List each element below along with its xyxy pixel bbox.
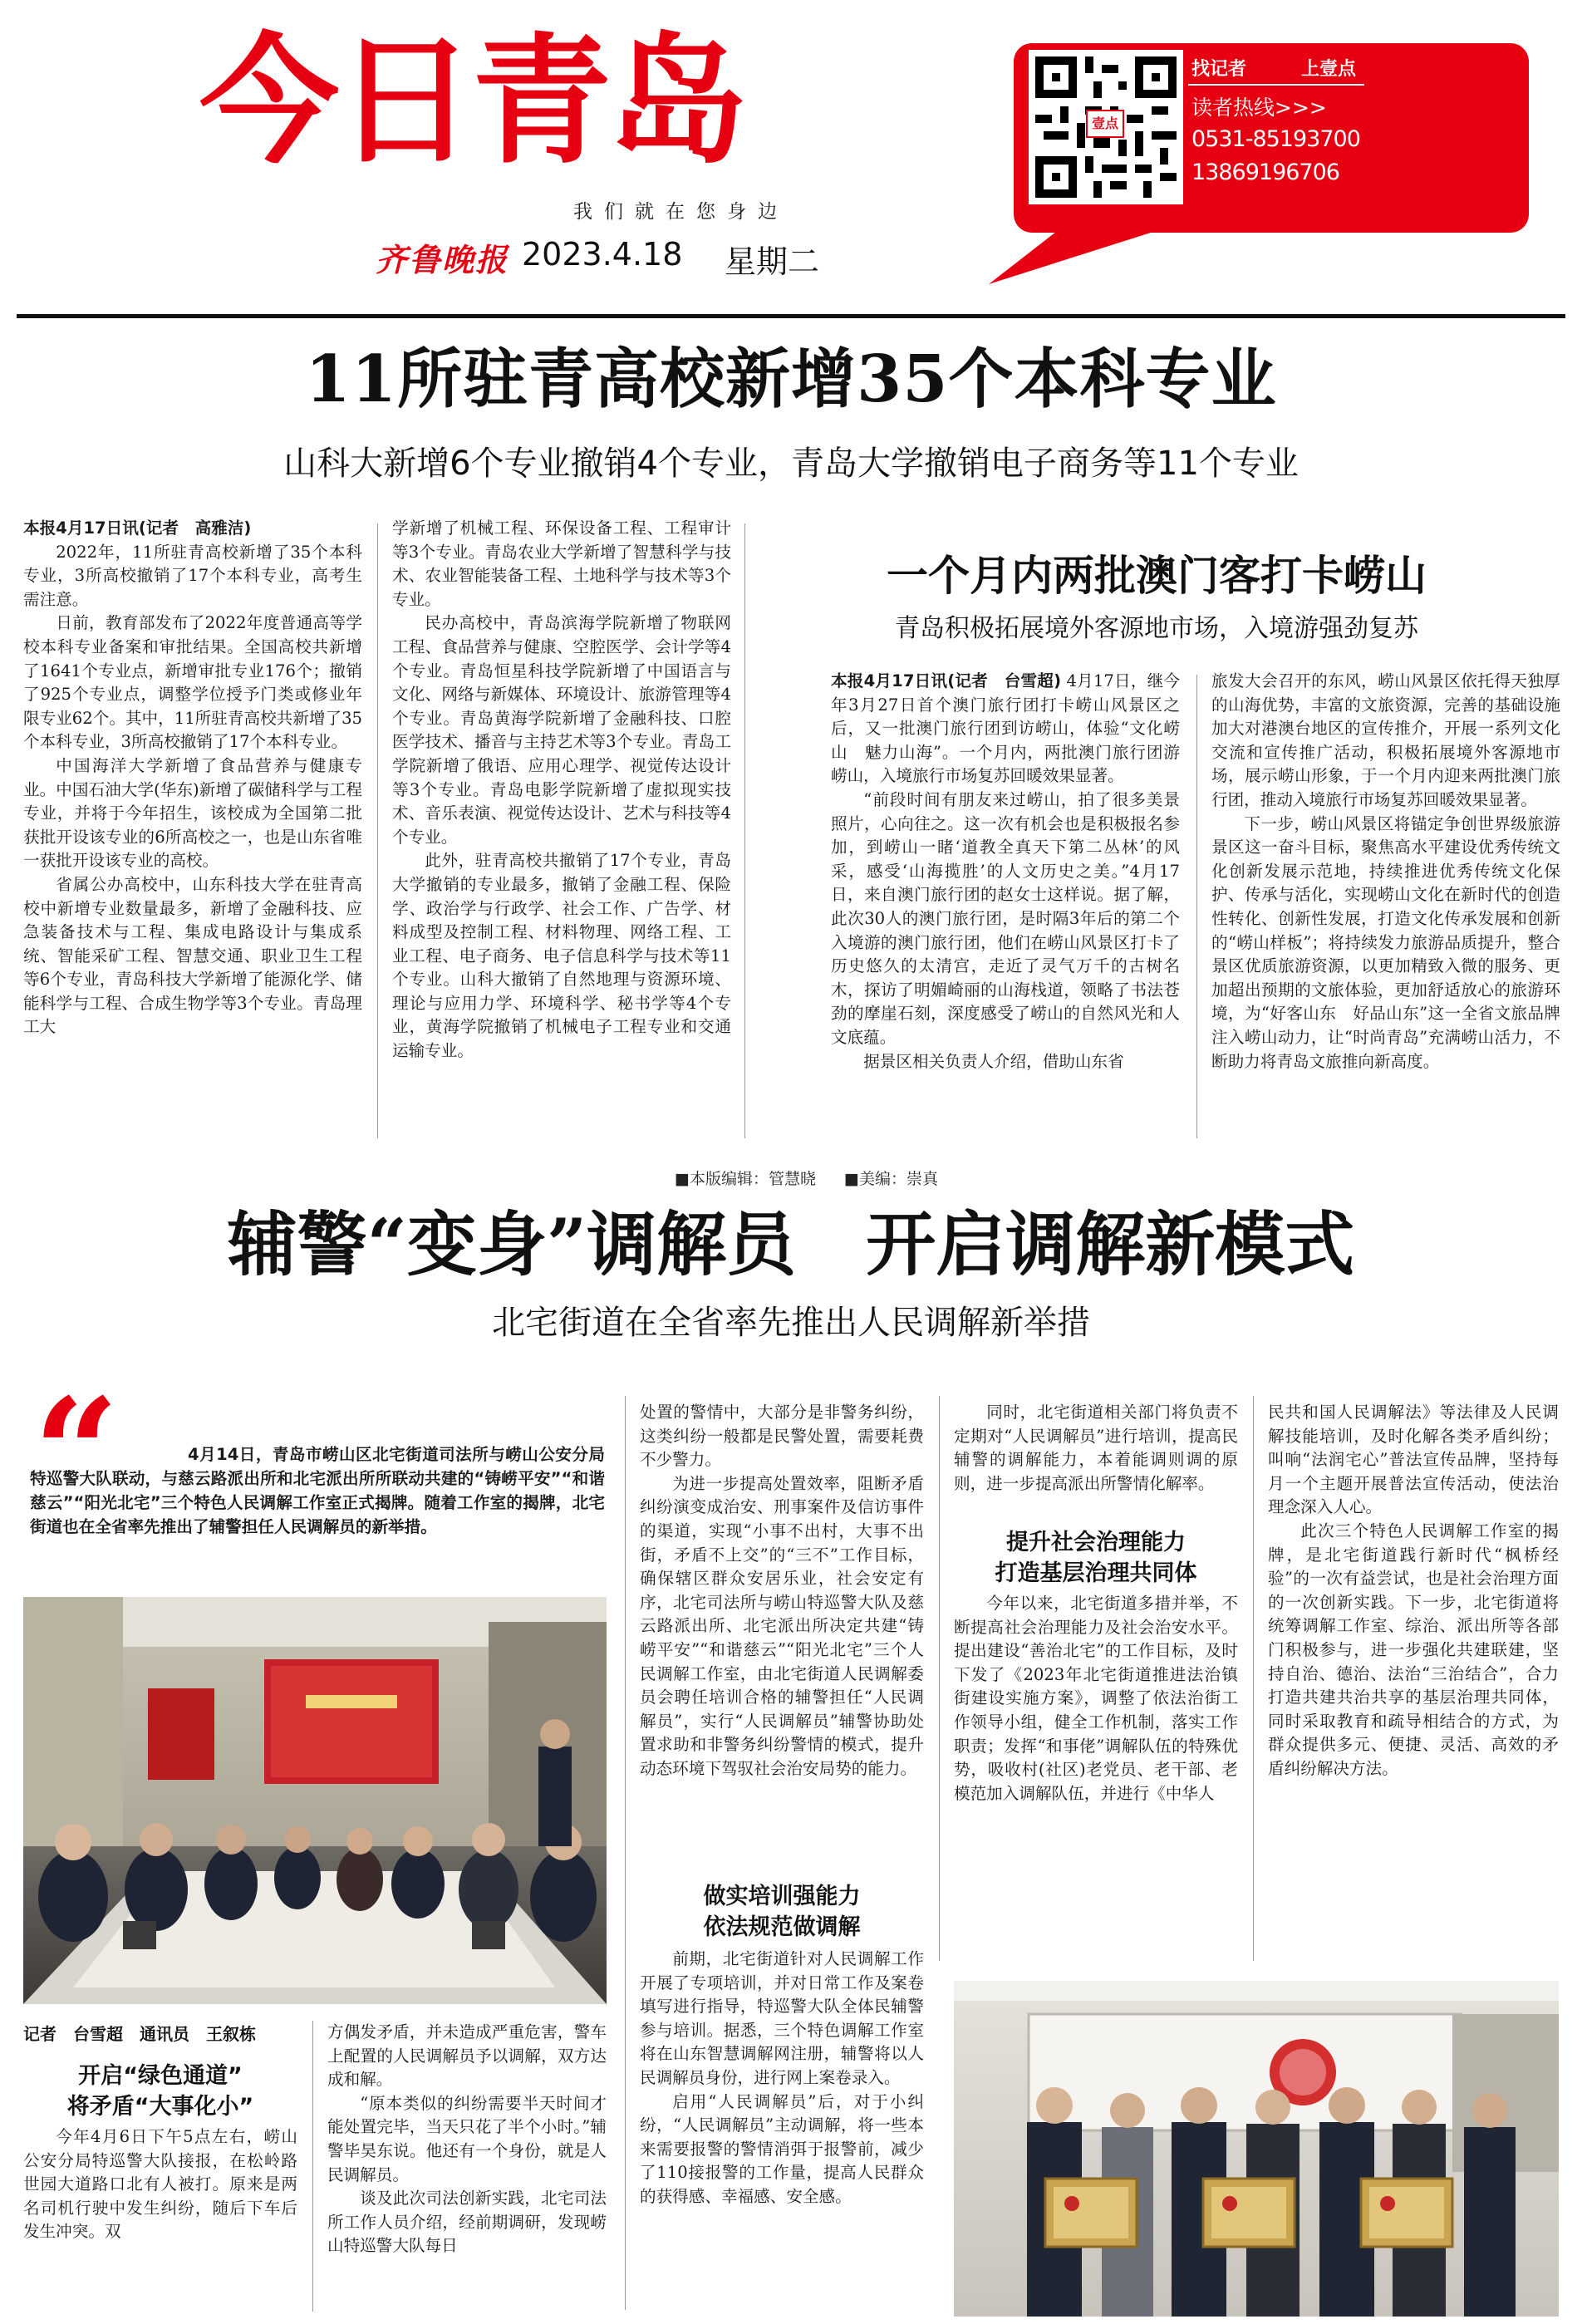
story1-dateline: 本报4月17日讯(记者 高雅洁) (23, 518, 252, 538)
column-divider (1253, 1396, 1254, 1961)
story2-para: 下一步，崂山风景区将锚定争创世界级旅游景区这一奋斗目标，聚焦高水平建设优秀传统文化创新发展示范地，持续推进优秀传统文化保护、传承与活化，实现崂山文化在新时代的创造性转化、创新性发展，打造文化传承发展和创新的“崂山样板”；将持续发力旅游品质提升，整合景区优质旅游资源，以更加精致入微的服务、更加超出预期的文旅体验，更加舒适放心的旅游环境，为“好客山东 好品山东”这一全省文旅品牌注入崂山动力，让“时尚青岛”充满崂山活力，不断助力将青岛文旅推向新高度。 (1211, 813, 1560, 1071)
story3-para: “原本类似的纠纷需要半天时间才能处置完毕，当天只花了半个小时。”辅警毕昊东说。他还有一个身份，就是人民调解员。 (327, 2093, 607, 2184)
story3-para: 方偶发矛盾，并未造成严重危害，警车上配置的人民调解员予以调解，双方达成和解。 (327, 2022, 607, 2090)
story3-column-1 (23, 2125, 297, 2317)
story3-para: 今年以来，北宅街道多措并举，不断提高社会治理能力及社会治安水平。提出建设“善治北宅”的工作目标，及时下发了《2023年北宅街道推进法治镇街建设实施方案》，调整了依法治街工作领导小组，健全工作机制，落实工作职责；发挥“和事佬”调解队伍的特殊优势，吸收村(社区)老党员、老干部、老模范加入调解队伍，并进行《中华人 (954, 1594, 1238, 1803)
story1-headline: 11所驻青高校新增35个本科专业 (305, 341, 1277, 417)
story3-column-4a (954, 1401, 1238, 1521)
column-divider (377, 523, 378, 1138)
story3-headline: 辅警“变身”调解员 开启调解新模式 (227, 1203, 1355, 1285)
story2-headline: 一个月内两批澳门客打卡崂山 (887, 551, 1427, 600)
story3-intro-text: 4月14日，青岛市崂山区北宅街道司法所与崂山公安分局特巡警大队联动，与慈云路派出所和北宅派出所所联动共建的“铸崂平安”“和谐慈云”“阳光北宅”三个特色人民调解工作室正式揭牌。随着工作室的揭牌，北宅街道也在全省率先推出了辅警担任人民调解员的新举措。 (30, 1445, 605, 1536)
story2-column-2 (1211, 670, 1560, 1142)
story3-para: 前期，北宅街道针对人民调解工作开展了专项培训，并对日常工作及案卷填写进行指导，特巡警大队全体民辅警参与培训。据悉，三个特色调解工作室将在山东智慧调解网注册，辅警将以人民调解员身份，进行网上案卷录入。 (640, 1949, 924, 2087)
story1-para: 中国海洋大学新增了食品营养与健康专业。中国石油大学(华东)新增了碳储科学与工程专业，并将于今年招生，该校成为全国第二批获批开设该专业的6所高校之一，也是山东省唯一获批开设该专业的高校。 (23, 755, 362, 871)
section-title-line: 做实培训强能力 (703, 1884, 861, 1909)
story3-column-2 (327, 2021, 607, 2317)
story3-para: 处置的警情中，大部分是非警务纠纷，这类纠纷一般都是民警处置，需要耗费不少警力。 (640, 1403, 924, 1470)
story3-intro (30, 1442, 605, 1572)
story2-para: 旅发大会召开的东风，崂山风景区依托得天独厚的山海优势，丰富的文旅资源，完善的基础设施加大对港澳台地区的宣传推介，开展一系列文化交流和宣传推广活动，积极拓展境外客源地市场，展示崂山形象，于一个月内迎来两批澳门旅行团，推动入境旅行市场复苏回暖效果显著。 (1211, 671, 1560, 809)
section-title-line: 提升社会治理能力 (1006, 1530, 1186, 1555)
quote-mark-icon: “ (33, 1366, 120, 1541)
story1-para: 2022年，11所驻青高校新增了35个本科专业，3所高校撤销了17个本科专业，高考生需注意。 (23, 542, 362, 609)
contact-label-1: 找记者 (1191, 59, 1247, 80)
story3-para: 谈及此次司法创新实践，北宅司法所工作人员介绍，经前期调研，发现崂山特巡警大队每日 (327, 2189, 607, 2256)
plaque-photo (954, 1981, 1559, 2317)
story1-para: 民办高校中，青岛滨海学院新增了物联网工程、食品营养与健康、空腔医学、会计学等4个专业。青岛恒星科技学院新增了中国语言与文化、网络与新媒体、环境设计、旅游管理等4个专业。青岛黄海学院新增了金融科技、口腔医学技术、播音与主持艺术等3个专业。青岛工学院新增了俄语、应用心理学、视觉传达设计等3个专业。青岛电影学院新增了虚拟现实技术、音乐表演、视觉传达设计、艺术与科技等4个专业。 (392, 613, 731, 847)
story3-para: 为进一步提高处置效率，阻断矛盾纠纷演变成治安、刑事案件及信访事件的渠道，实现“小事不出村，大事不出街，矛盾不上交”的“三不”工作目标，确保辖区群众安居乐业，社会安定有序，北宅司法所与崂山特巡警大队及慈云路派出所、北宅派出所决定共建“铸崂平安”“和谐慈云”“阳光北宅”三个人民调解工作室，由北宅街道人民调解委员会聘任培训合格的辅警担任“人民调解员”，实行“人民调解员”辅警协助处置求助和非警务纠纷警情的模式，提升动态环境下驾驭社会治安局势的能力。 (640, 1473, 924, 1778)
story3-column-5 (1268, 1401, 1559, 1961)
story3-para: 同时，北宅街道相关部门将负责不定期对“人民调解员”进行培训，提高民辅警的调解能力，本着能调则调的原则，进一步提高派出所警情化解率。 (954, 1403, 1238, 1493)
contact-label-2: 上壹点 (1301, 59, 1357, 80)
section-title-line: 开启“绿色通道” (78, 2063, 243, 2089)
masthead-title: 今日青岛 (199, 20, 744, 183)
story3-column-4b (954, 1592, 1238, 1961)
section-title-line: 依法规范做调解 (703, 1914, 861, 1940)
story2-para: 据景区相关负责人介绍，借助山东省 (863, 1051, 1124, 1071)
story2-dateline: 本报4月17日讯(记者 台雪超) (831, 671, 1062, 690)
story1-column-1 (23, 517, 362, 1142)
issue-weekday: 星期二 (725, 243, 820, 280)
meeting-photo (23, 1597, 607, 2004)
page-designer: ■美编：崇真 (844, 1170, 938, 1188)
hotline-phone-2: 13869196706 (1191, 160, 1339, 185)
story3-para: 启用“人民调解员”后，对于小纠纷，“人民调解员”主动调解，将一些本来需要报警的警情消弭于报警前，减少了110接报警的工作量，提高人民群众的获得感、幸福感、安全感。 (640, 2091, 924, 2206)
story3-byline: 记者 台雪超 通讯员 王叙栋 (23, 2024, 256, 2044)
story3-column-3a (640, 1401, 924, 1871)
hotline-label: 读者热线>>> (1191, 96, 1327, 120)
section-title-training (640, 1881, 924, 1943)
page-editor: ■本版编辑：管慧晓 (675, 1170, 816, 1188)
story3-para: 此次三个特色人民调解工作室的揭牌，是北宅街道践行新时代“枫桥经验”的一次有益尝试，也是社会治理方面的一次创新实践。下一步，北宅街道将统筹调解工作室、综治、派出所等各部门积极参与，进一步强化共建联建，坚持自治、德治、法治“三治结合”，合力打造共建共治共享的基层治理共同体，同时采取教育和疏导相结合的方式，为群众提供多元、便捷、灵活、高效的矛盾纠纷解决方法。 (1268, 1521, 1559, 1778)
story1-para: 此外，驻青高校共撤销了17个专业，青岛大学撤销的专业最多，撤销了金融工程、保险学、政治学与行政学、社会工作、广告学、材料成型及控制工程、材料物理、网络工程、工业工程、电子商务、电子信息科学与技术等11个专业。山科大撤销了自然地理与资源环境、理论与应用力学、环境科学、秘书学等4个专业，黄海学院撤销了机械电子工程专业和交通运输专业。 (392, 851, 731, 1061)
app-badge-icon: 壹点 (1086, 110, 1124, 138)
section-title-governance (954, 1527, 1238, 1589)
story2-para: “前段时间有朋友来过崂山，拍了很多美景照片，心向往之。这一次有机会也是积极报名参加，到崂山一睹‘道教全真天下第二丛林’的风采，感受‘山海揽胜’的人文历史之美。”4月17日，来自澳门旅行团的赵女士这样说。据了解，此次30人的澳门旅行团，是时隔3年后的第二个入境游的澳门旅行团，他们在崂山风景区打卡了历史悠久的太清宫，走近了灵气万千的古树名木，探访了明媚崎丽的山海栈道，领略了书法苍劲的摩崖石刻，深度感受了崂山的自然风光和人文底蕴。 (831, 789, 1180, 1047)
section-title-green-channel (23, 2061, 297, 2122)
column-divider (1196, 675, 1197, 1138)
column-divider (312, 2021, 313, 2312)
section-title-line: 打造基层治理共同体 (995, 1560, 1197, 1586)
hotline-phone-1: 0531-85193700 (1191, 126, 1360, 152)
story1-column-2 (392, 517, 731, 1142)
column-divider (744, 523, 745, 1138)
masthead-slogan: 我们就在您身边 (573, 201, 789, 223)
story1-para: 日前，教育部发布了2022年度普通高等学校本科专业备案和审批结果。全国高校共新增了1641个专业点，新增审批专业176个；撤销了925个专业点，调整学位授予门类或修业年限专业62个。其中，11所驻青高校共新增了35个本科专业，3所高校撤销了17个本科专业。 (23, 613, 362, 752)
story1-para: 学新增了机械工程、环保设备工程、工程审计等3个专业。青岛农业大学新增了智慧科学与技术、农业智能装备工程、土地科学与技术等3个专业。 (392, 518, 731, 609)
column-divider (625, 1396, 626, 2310)
story2-subhead: 青岛积极拓展境外客源地市场，入境游强劲复苏 (895, 614, 1418, 643)
contact-divider (1188, 84, 1364, 86)
story3-column-3b (640, 1948, 924, 2317)
masthead-rule (17, 314, 1565, 318)
column-divider (939, 1396, 940, 1961)
story1-para: 省属公办高校中，山东科技大学在驻青高校中新增专业数量最多，新增了金融科技、应急装备技术与工程、集成电路设计与集成系统、智能采矿工程、智慧交通、职业卫生工程等6个专业，青岛科技大学新增了能源化学、储能科学与工程、合成生物学等3个专业。青岛理工大 (23, 874, 362, 1037)
story3-subhead: 北宅街道在全省率先推出人民调解新举措 (492, 1304, 1090, 1342)
story1-subhead: 山科大新增6个专业撤销4个专业，青岛大学撤销电子商务等11个专业 (283, 445, 1299, 483)
section-title-line: 将矛盾“大事化小” (66, 2094, 254, 2120)
story2-para: 4月17日，继今年3月27日首个澳门旅行团打卡崂山风景区之后，又一批澳门旅行团到访崂山，体验“文化崂山 魅力山海”。一个月内，两批澳门旅行团游崂山，入境旅行市场复苏回暖效果显著。 (831, 671, 1180, 786)
issue-date: 2023.4.18 (522, 236, 683, 273)
story3-para: 今年4月6日下午5点左右，崂山公安分局特巡警大队接报，在松岭路世园大道路口北有人被打。原来是两名司机行驶中发生纠纷，随后下车后发生冲突。双 (23, 2127, 297, 2242)
publisher-logo: 齐鲁晚报 (376, 241, 509, 278)
story3-para: 民共和国人民调解法》等法律及人民调解技能培训，及时化解各类矛盾纠纷；叫响“法润宅心”普法宣传品牌，坚持每月一个主题开展普法宣传活动，使法治理念深入人心。 (1268, 1403, 1559, 1517)
story2-column-1 (831, 670, 1180, 1142)
